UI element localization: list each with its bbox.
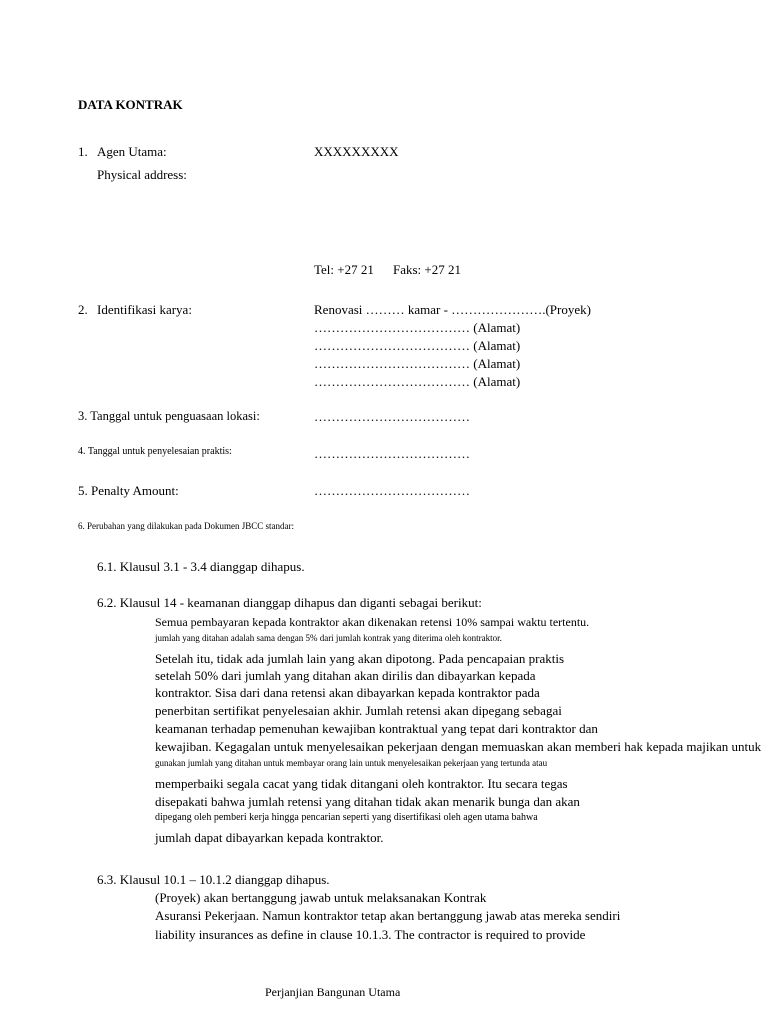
item3-value: ……………………………… [314,409,470,424]
clause-6-2-line: Setelah itu, tidak ada jumlah lain yang akan dipotong. Pada pencapaian praktis [155,651,565,666]
clause-6-2-line: memperbaiki segala cacat yang tidak ditangani oleh kontraktor. Itu secara tegas [155,776,568,791]
clause-6-2-line: penerbitan sertifikat penyelesaian akhir. Jumlah retensi akan dipegang sebagai [155,703,562,718]
item2-line: ……………………………… (Alamat) [314,374,521,389]
clause-6-2-line: jumlah dapat dibayarkan kepada kontraktor. [155,830,384,845]
clause-6-2-line: disepakati bahwa jumlah retensi yang ditahan tidak akan menarik bunga dan akan [155,794,580,809]
clause-6-2-line: setelah 50% dari jumlah yang ditahan akan dirilis dan dibayarkan kepada [155,668,536,683]
item1-number: 1. [78,144,88,159]
item3-label: 3. Tanggal untuk penguasaan lokasi: [78,409,260,423]
item6-label: 6. Perubahan yang dilakukan pada Dokumen JBCC standar: [78,521,294,531]
item2-line: Renovasi ……… kamar - ………………….(Proyek) [314,302,591,317]
clause-6-2-line: dipegang oleh pemberi kerja hingga pencarian seperti yang disertifikasi oleh agen utama bahwa [155,812,538,823]
document-title: DATA KONTRAK [78,97,183,112]
item2-line: ……………………………… (Alamat) [314,356,521,371]
clause-6-1: 6.1. Klausul 3.1 - 3.4 dianggap dihapus. [97,559,305,574]
clause-6-2-heading: 6.2. Klausul 14 - keamanan dianggap dihapus dan diganti sebagai berikut: [97,595,482,610]
item1-value: XXXXXXXXX [314,144,399,159]
clause-6-2-line: Semua pembayaran kepada kontraktor akan dikenakan retensi 10% sampai waktu tertentu. [155,615,590,629]
item5-value: ……………………………… [314,483,470,498]
item1-fax: Faks: +27 21 [393,262,462,277]
clause-6-2-line: gunakan jumlah yang ditahan untuk membayar orang lain untuk menyelesaikan pekerjaan yang tertunda atau [155,758,548,768]
clause-6-2-line: jumlah yang ditahan adalah sama dengan 5% dari jumlah kontrak yang diterima oleh kontraktor. [155,633,502,643]
item1-tel: Tel: +27 21 [314,262,374,277]
clause-6-3-heading: 6.3. Klausul 10.1 – 10.1.2 dianggap dihapus. [97,872,330,887]
item5-label: 5. Penalty Amount: [78,483,179,498]
clause-6-3-line: liability insurances as define in clause 10.1.3. The contractor is required to provide [155,927,586,942]
clause-6-3-line: (Proyek) akan bertanggung jawab untuk melaksanakan Kontrak [155,890,487,905]
clause-6-2-line: keamanan terhadap pemenuhan kewajiban kontraktual yang tepat dari kontraktor dan [155,721,598,736]
item4-label: 4. Tanggal untuk penyelesaian praktis: [78,446,232,457]
item2-number: 2. [78,302,88,317]
item2-line: ……………………………… (Alamat) [314,320,521,335]
clause-6-2-line: kontraktor. Sisa dari dana retensi akan dibayarkan kepada kontraktor pada [155,685,540,700]
clause-6-2-line: kewajiban. Kegagalan untuk menyelesaikan pekerjaan dengan memuaskan akan memberi hak kepada majikan untuk [155,739,762,754]
item1-address-label: Physical address: [97,167,187,182]
item4-value: ……………………………… [314,446,470,461]
item1-label: Agen Utama: [97,144,167,159]
item2-line: ……………………………… (Alamat) [314,338,521,353]
clause-6-3-line: Asuransi Pekerjaan. Namun kontraktor tetap akan bertanggung jawab atas mereka sendiri [155,908,621,923]
item2-label: Identifikasi karya: [97,302,192,317]
page-footer: Perjanjian Bangunan Utama [265,985,401,999]
